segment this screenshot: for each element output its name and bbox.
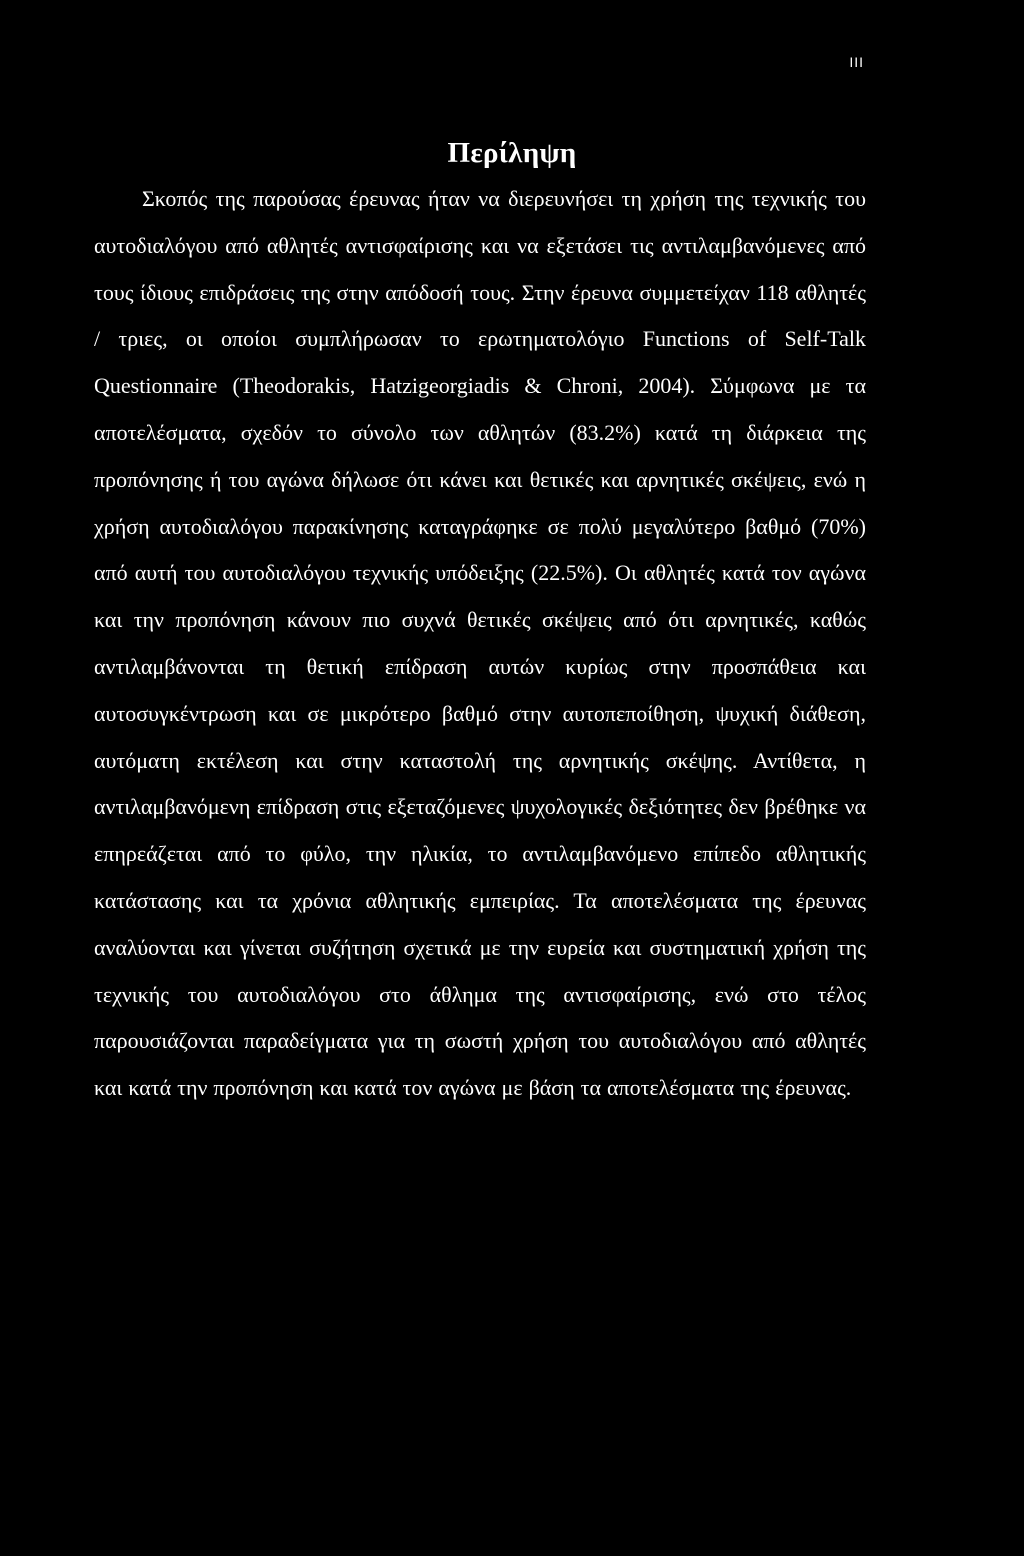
page-title: Περίληψη [447, 137, 577, 170]
page-number: III [849, 54, 864, 70]
abstract-paragraph: Σκοπός της παρούσας έρευνας ήταν να διερευνήσει τη χρήση της τεχνικής του αυτοδιαλόγου από αθλητές αντισφαίρισης και να εξετάσει τις αντιλαμβανόμενες από τους ίδιους επιδράσεις της στην απόδοσή τους. Στην έρευνα συμμετείχαν 118 αθλητές / τριες, οι οποίοι συμπλήρωσαν το ερωτηματολόγιο Functions of Self-Talk Questionnaire (Theodorakis, Hatzigeorgiadis & Chroni, 2004). Σύμφωνα με τα αποτελέσματα, σχεδόν το σύνολο των αθλητών (83.2%) κατά τη διάρκεια της προπόνησης ή του αγώνα δήλωσε ότι κάνει και θετικές και αρνητικές σκέψεις, ενώ η χρήση αυτοδιαλόγου παρακίνησης καταγράφηκε σε πολύ μεγαλύτερο βαθμό (70%) από αυτή του αυτοδιαλόγου τεχνικής υπόδειξης (22.5%). Οι αθλητές κατά τον αγώνα και την προπόνηση κάνουν πιο συχνά θετικές σκέψεις από ότι αρνητικές, καθώς αντιλαμβάνονται τη θετική επίδραση αυτών κυρίως στην προσπάθεια και αυτοσυγκέντρωση και σε μικρότερο βαθμό στην αυτοπεποίθηση, ψυχική διάθεση, αυτόματη εκτέλεση και στην καταστολή της αρνητικής σκέψης. Αντίθετα, η αντιλαμβανόμενη επίδραση στις εξεταζόμενες ψυχολογικές δεξιότητες δεν βρέθηκε να επηρεάζεται από το φύλο, την ηλικία, το αντιλαμβανόμενο επίπεδο αθλητικής κατάστασης και τα χρόνια αθλητικής εμπειρίας. Τα αποτελέσματα της έρευνας αναλύονται και γίνεται συζήτηση σχετικά με την ευρεία και συστηματική χρήση της τεχνικής του αυτοδιαλόγου στο άθλημα της αντισφαίρισης, ενώ στο τέλος παρουσιάζονται παραδείγματα για τη σωστή χρήση του αυτοδιαλόγου από αθλητές και κατά την προπόνηση και κατά τον αγώνα με βάση τα αποτελέσματα της έρευνας. [94, 186, 866, 1101]
